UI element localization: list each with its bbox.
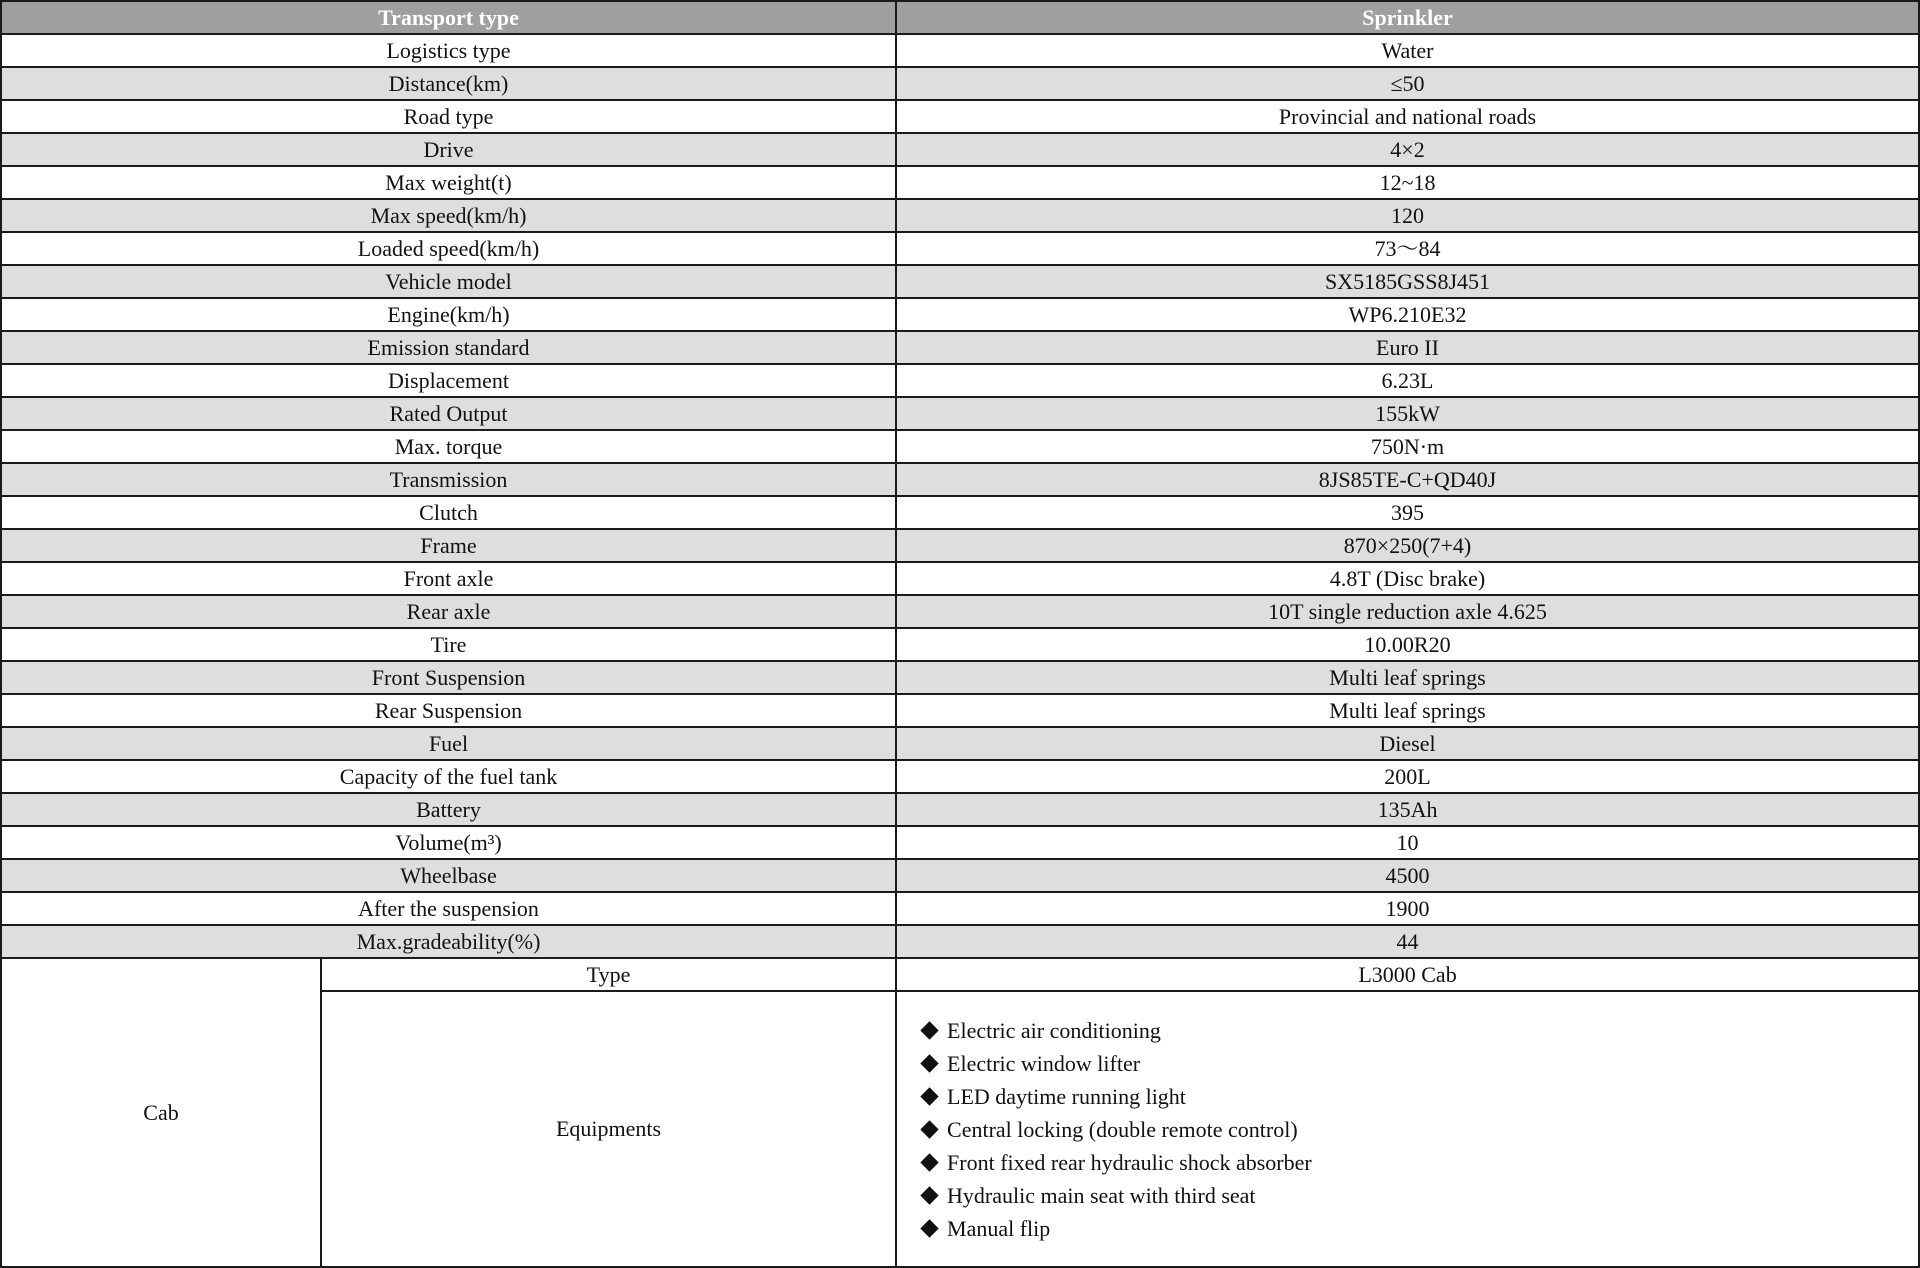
spec-label: Logistics type <box>1 34 896 67</box>
cab-equipments-label: Equipments <box>321 991 896 1267</box>
spec-value: Diesel <box>896 727 1919 760</box>
table-row <box>1 760 1919 793</box>
spec-value: SX5185GSS8J451 <box>896 265 1919 298</box>
spec-value: 135Ah <box>896 793 1919 826</box>
spec-label: Frame <box>1 529 896 562</box>
list-item <box>919 1080 1912 1113</box>
spec-label: Transmission <box>1 463 896 496</box>
table-row <box>1 595 1919 628</box>
spec-label: Front Suspension <box>1 661 896 694</box>
spec-label: Fuel <box>1 727 896 760</box>
spec-value: 4500 <box>896 859 1919 892</box>
diamond-bullet-icon <box>920 1021 938 1039</box>
diamond-bullet-icon <box>920 1186 938 1204</box>
spec-value: 8JS85TE-C+QD40J <box>896 463 1919 496</box>
spec-value: Multi leaf springs <box>896 694 1919 727</box>
spec-value: 4×2 <box>896 133 1919 166</box>
equipment-item-label: Electric air conditioning <box>947 1017 1161 1043</box>
spec-value: Water <box>896 34 1919 67</box>
spec-value: WP6.210E32 <box>896 298 1919 331</box>
spec-value: 10 <box>896 826 1919 859</box>
spec-label: Emission standard <box>1 331 896 364</box>
spec-value: Provincial and national roads <box>896 100 1919 133</box>
table-row <box>1 298 1919 331</box>
spec-label: Max.gradeability(%) <box>1 925 896 958</box>
spec-label: Rear axle <box>1 595 896 628</box>
spec-label: Engine(km/h) <box>1 298 896 331</box>
spec-value: 10.00R20 <box>896 628 1919 661</box>
spec-label: Volume(m³) <box>1 826 896 859</box>
cab-type-value: L3000 Cab <box>896 958 1919 991</box>
spec-value: 12~18 <box>896 166 1919 199</box>
table-row <box>1 925 1919 958</box>
spec-label: Clutch <box>1 496 896 529</box>
diamond-bullet-icon <box>920 1054 938 1072</box>
equipment-list <box>919 1014 1912 1245</box>
table-row <box>1 826 1919 859</box>
spec-label: Tire <box>1 628 896 661</box>
spec-value: 120 <box>896 199 1919 232</box>
spec-table-body <box>1 1 1919 1267</box>
spec-label: Rear Suspension <box>1 694 896 727</box>
spec-value: Multi leaf springs <box>896 661 1919 694</box>
spec-label: Displacement <box>1 364 896 397</box>
table-row <box>1 562 1919 595</box>
spec-label: Front axle <box>1 562 896 595</box>
equipment-item-label: Central locking (double remote control) <box>947 1116 1298 1142</box>
cab-group-label: Cab <box>1 958 321 1267</box>
diamond-bullet-icon <box>920 1219 938 1237</box>
table-row <box>1 628 1919 661</box>
header-value: Sprinkler <box>896 1 1919 34</box>
spec-label: After the suspension <box>1 892 896 925</box>
spec-label: Max weight(t) <box>1 166 896 199</box>
table-row <box>1 67 1919 100</box>
table-row <box>1 34 1919 67</box>
spec-value: ≤50 <box>896 67 1919 100</box>
table-row <box>1 265 1919 298</box>
equipment-item-label: Front fixed rear hydraulic shock absorber <box>947 1149 1312 1175</box>
spec-label: Loaded speed(km/h) <box>1 232 896 265</box>
spec-value: 870×250(7+4) <box>896 529 1919 562</box>
spec-value: 200L <box>896 760 1919 793</box>
header-label: Transport type <box>1 1 896 34</box>
table-row <box>1 331 1919 364</box>
table-row <box>1 859 1919 892</box>
spec-value: 73～84 <box>896 232 1919 265</box>
table-row <box>1 364 1919 397</box>
spec-value: 155kW <box>896 397 1919 430</box>
table-row <box>1 430 1919 463</box>
table-row <box>1 793 1919 826</box>
cab-equipments-value <box>896 991 1919 1267</box>
spec-label: Road type <box>1 100 896 133</box>
table-row <box>1 133 1919 166</box>
spec-label: Rated Output <box>1 397 896 430</box>
diamond-bullet-icon <box>920 1087 938 1105</box>
list-item <box>919 1047 1912 1080</box>
spec-label: Vehicle model <box>1 265 896 298</box>
diamond-bullet-icon <box>920 1120 938 1138</box>
table-row <box>1 529 1919 562</box>
cab-type-row <box>1 958 1919 991</box>
table-row <box>1 100 1919 133</box>
equipment-item-label: LED daytime running light <box>947 1083 1186 1109</box>
list-item <box>919 1146 1912 1179</box>
table-row <box>1 463 1919 496</box>
spec-value: Euro II <box>896 331 1919 364</box>
spec-label: Drive <box>1 133 896 166</box>
list-item <box>919 1014 1912 1047</box>
equipment-item-label: Electric window lifter <box>947 1050 1141 1076</box>
spec-value: 4.8T (Disc brake) <box>896 562 1919 595</box>
table-row <box>1 892 1919 925</box>
spec-value: 395 <box>896 496 1919 529</box>
spec-label: Battery <box>1 793 896 826</box>
spec-label: Max. torque <box>1 430 896 463</box>
spec-value: 10T single reduction axle 4.625 <box>896 595 1919 628</box>
table-row <box>1 661 1919 694</box>
table-row <box>1 727 1919 760</box>
table-header-row <box>1 1 1919 34</box>
list-item <box>919 1113 1912 1146</box>
cab-type-label: Type <box>321 958 896 991</box>
table-row <box>1 199 1919 232</box>
diamond-bullet-icon <box>920 1153 938 1171</box>
list-item <box>919 1212 1912 1245</box>
table-row <box>1 166 1919 199</box>
equipment-item-label: Manual flip <box>947 1215 1051 1241</box>
list-item <box>919 1179 1912 1212</box>
spec-label: Distance(km) <box>1 67 896 100</box>
spec-label: Max speed(km/h) <box>1 199 896 232</box>
table-row <box>1 496 1919 529</box>
spec-value: 6.23L <box>896 364 1919 397</box>
equipment-item-label: Hydraulic main seat with third seat <box>947 1182 1256 1208</box>
spec-value: 1900 <box>896 892 1919 925</box>
spec-value: 750N·m <box>896 430 1919 463</box>
spec-value: 44 <box>896 925 1919 958</box>
table-row <box>1 232 1919 265</box>
spec-label: Wheelbase <box>1 859 896 892</box>
table-row <box>1 694 1919 727</box>
table-row <box>1 397 1919 430</box>
spec-label: Capacity of the fuel tank <box>1 760 896 793</box>
